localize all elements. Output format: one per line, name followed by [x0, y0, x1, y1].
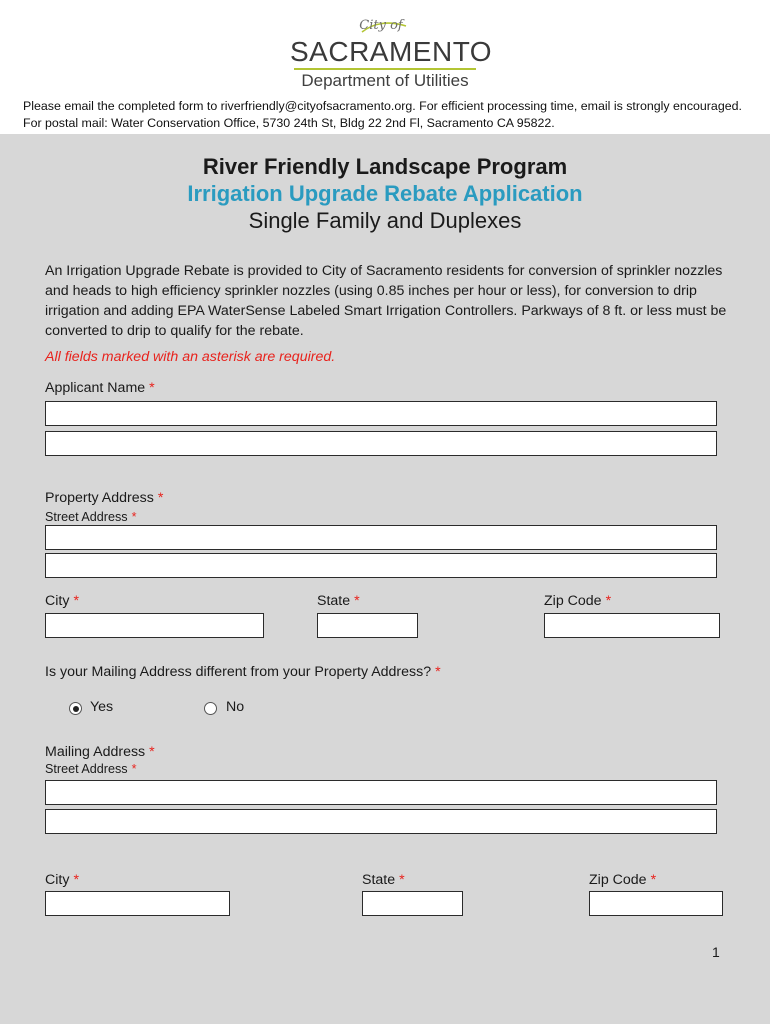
mailing-no-radio[interactable] [204, 702, 217, 715]
mailing-state-label [362, 872, 405, 888]
applicant-name-field-2[interactable] [45, 431, 717, 456]
mailing-yes-radio[interactable] [69, 702, 82, 715]
mailing-city-label [45, 872, 79, 888]
applicant-name-label [45, 380, 155, 396]
mailing-street-label [45, 762, 137, 776]
applicant-name-field-1[interactable] [45, 401, 717, 426]
property-street-label-text: Street Address [45, 510, 128, 524]
required-asterisk: * [157, 490, 164, 506]
required-asterisk: * [73, 593, 79, 609]
required-asterisk: * [149, 744, 155, 760]
mailing-no-label: No [226, 699, 245, 715]
property-zip-field[interactable] [544, 613, 720, 638]
logo-city-of: City of [359, 18, 403, 33]
required-asterisk: * [399, 872, 405, 888]
required-asterisk: * [435, 664, 441, 680]
program-title: River Friendly Landscape Program [202, 154, 568, 179]
logo-divider [294, 68, 476, 70]
property-state-label-text: State [317, 593, 351, 609]
submission-notice: Please email the completed form to riverfriendly@cityofsacramento.org. For efficient processing time, email is strongly encouraged. For postal mail: Water Conservation Office, 5730 24th St, Bldg 22 2nd Fl, Sacramento CA 95822. [23, 99, 742, 130]
property-address-label-text: Property Address [45, 490, 154, 506]
required-asterisk: * [131, 510, 137, 524]
logo-city-name: SACRAMENTO [290, 36, 493, 67]
mailing-zip-label-text: Zip Code [589, 872, 647, 888]
mailing-street-field-2[interactable] [45, 809, 717, 834]
required-asterisk: * [650, 872, 657, 888]
property-street-field-1[interactable] [45, 525, 717, 550]
logo-department: Department of Utilities [301, 71, 469, 90]
mailing-yes-label: Yes [90, 699, 114, 715]
property-city-label [45, 593, 79, 609]
property-city-label-text: City [45, 593, 70, 609]
required-asterisk: * [149, 380, 155, 396]
property-zip-label-text: Zip Code [544, 593, 602, 609]
page-number: 1 [712, 944, 720, 960]
mailing-different-question-text: Is your Mailing Address different from your Property Address? [45, 664, 432, 680]
required-asterisk: * [354, 593, 360, 609]
property-zip-label [544, 593, 611, 609]
property-city-field[interactable] [45, 613, 264, 638]
property-address-label [45, 490, 163, 506]
required-asterisk: * [605, 593, 612, 609]
mailing-state-field[interactable] [362, 891, 463, 916]
mailing-zip-label [589, 872, 656, 888]
mailing-street-field-1[interactable] [45, 780, 717, 805]
property-state-label [317, 593, 360, 609]
mailing-street-label-text: Street Address [45, 762, 128, 776]
property-state-field[interactable] [317, 613, 418, 638]
mailing-city-label-text: City [45, 872, 70, 888]
city-logo [290, 18, 493, 90]
applicant-name-label-text: Applicant Name [45, 380, 146, 396]
required-asterisk: * [73, 872, 79, 888]
application-title: Irrigation Upgrade Rebate Application [187, 181, 583, 206]
mailing-different-question [45, 664, 441, 680]
property-street-field-2[interactable] [45, 553, 717, 578]
property-street-label [45, 510, 137, 524]
mailing-state-label-text: State [362, 872, 396, 888]
mailing-city-field[interactable] [45, 891, 230, 916]
mailing-zip-field[interactable] [589, 891, 723, 916]
intro-paragraph: An Irrigation Upgrade Rebate is provided to City of Sacramento residents for conversion of sprinkler nozzles and heads to high efficiency sprinkler nozzles (using 0.85 inches per hour or less), for conversion to drip irrigation and adding EPA WaterSense Labeled Smart Irrigation Controllers. Parkways of 8 ft. or less must be converted to drip to qualify for the rebate. [45, 263, 727, 339]
required-asterisk: * [131, 762, 137, 776]
mailing-address-label [45, 744, 155, 760]
application-subtitle: Single Family and Duplexes [248, 208, 522, 233]
required-fields-note: All fields marked with an asterisk are required. [45, 349, 336, 365]
mailing-address-label-text: Mailing Address [45, 744, 146, 760]
